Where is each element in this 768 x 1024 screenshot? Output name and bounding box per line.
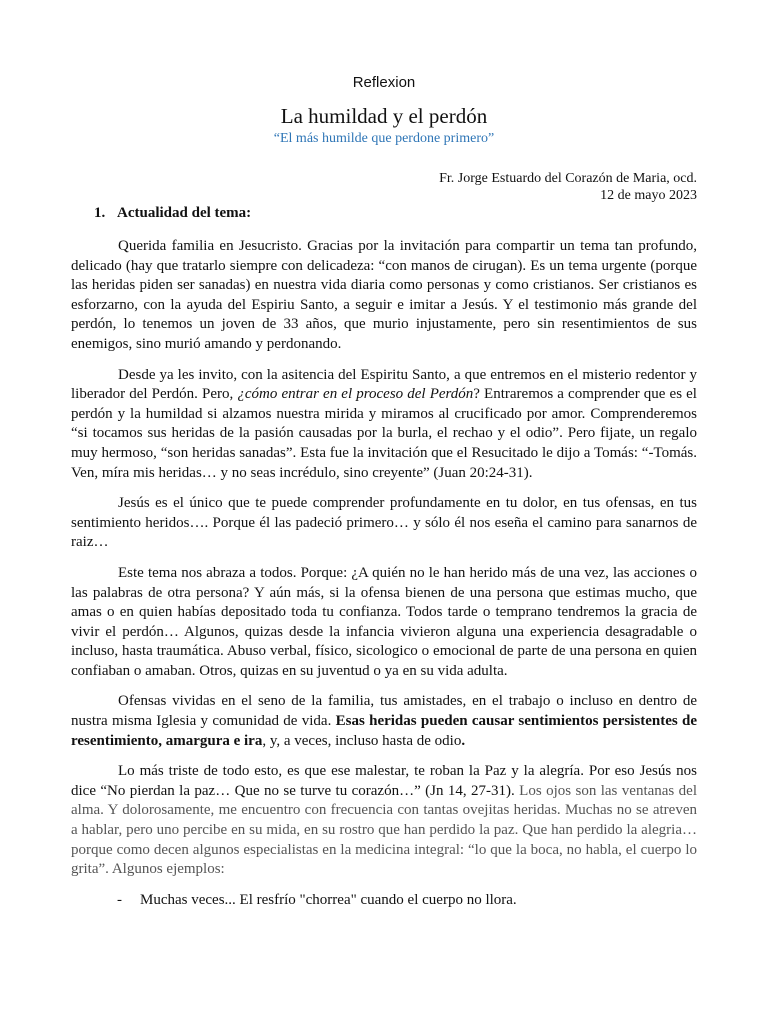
paragraph-5-dot: .: [461, 732, 466, 749]
author-block: [439, 170, 697, 204]
paragraph-5-text-a: Ofensas vividas en el seno de la familia, tus amistades, en el trabajo o incluso en dentro de nustra misma Iglesia y comunidad de vida.: [71, 693, 697, 730]
examples-list: [71, 891, 697, 911]
paragraph-2-text-b: ? Entraremos a comprender que es el perdón y la humildad si alzamos nuestra mirida y miramos al crucificado por amor. Comprenderemos “si tocamos sus heridas de la pasión causadas por la burla, el rechao y el odio”. Pero fijate, un regalo muy hermoso, “son heridas sanadas”. Esta fue la invitación que el Resucitado le dijo a Tomás: “-Tomás. Ven, míra mis heridas… y no seas incrédulo, sino creyente” (Juan 20:24-31).: [71, 386, 697, 481]
paragraph-2-italic: ¿cómo entrar en el proceso del Perdón: [237, 386, 474, 403]
body-text: [71, 237, 697, 910]
paragraph-4: Este tema nos abraza a todos. Porque: ¿A quién no le han herido más de una vez, las acciones o las palabras de otra persona? Y aún más, si la ofensa bienen de una persona que estimas mucho, que amas o en quien habías depositado toda tu confianza. Todos tarde o temprano tendremos la gracia de vivir el perdón… Algunos, quizas desde la infancia vivieron alguna una experiencia desagradable o incluso, hasta traumática. Abuso verbal, físico, sicologico o emocional de parte de una persona en quien confiaban o amaban. Otros, quizas en su juventud o ya en su vida adulta.: [71, 564, 697, 679]
paragraph-5: [71, 692, 697, 751]
paragraph-3: Jesús es el único que te puede comprender profundamente en tu dolor, en tus ofensas, en tus sentimiento heridos…. Porque él las padeció primero… y sólo él nos eseña el camino para sanarnos de raiz…: [71, 495, 697, 551]
document-title: La humildad y el perdón: [280, 104, 488, 128]
paragraph-2: [71, 366, 697, 484]
document-date: 12 de mayo 2023: [600, 188, 697, 203]
author-name: Fr. Jorge Estuardo del Corazón de Maria, ocd.: [439, 171, 697, 186]
list-item: [71, 891, 697, 911]
paragraph-2-text-a: Desde ya les invito, con la asitencia del Espiritu Santo, a que entremos en el misterio redentor y liberador del Perdón. Pero,: [71, 366, 697, 403]
heading-text: Actualidad del tema:: [117, 205, 252, 221]
paragraph-6-text-gray: Los ojos son las ventanas del alma. Y dolorosamente, me encuentro con frecuencia con tantas ovejitas heridas. Muchas no se atreven a hablar, pero uno percibe en su mida, en su rostro que han perdido la paz. Que han perdido la alegria… porque como decen algunos especialistas en la medicina integral: “lo que la boca, no habla, el cuerpo lo grita”. Algunos ejemplos:: [71, 782, 697, 878]
heading-number: 1.: [94, 205, 106, 221]
paragraph-6-text-a: Lo más triste de todo esto, es que ese malestar, te roban la Paz y la alegría. Por eso Jesús nos dice “No pierdan la paz… Que no se turve tu corazón…” (Jn 14, 27-31).: [71, 763, 697, 799]
paragraph-1: Querida familia en Jesucristo. Gracias por la invitación para compartir un tema tan profundo, delicado (hay que tratarlo siempre con delicadeza: “con manos de cirugan). Es un tema urgente (porque las heridas piden ser sanadas) en nuestra vida diaria como personas y como cristianos. Ser cristianos es esforzarno, con la ayuda del Espiriu Santo, a seguir e imitar a Jesús. Y el testimonio más grande del perdón, lo tenemos un joven de 33 años, que murio injustamente, pero sin resentimientos de sus enemigos, sino murió amando y perdonando.: [71, 238, 697, 352]
list-item-text: Muchas veces... El resfrío "chorrea" cuando el cuerpo no llora.: [140, 891, 517, 908]
paragraph-5-text-c: , y, a veces, incluso hasta de odio: [262, 732, 462, 749]
paragraph-6: [71, 762, 697, 880]
paragraph-5-bold: Esas heridas pueden causar sentimientos persistentes de resentimiento, amargura e ira: [71, 713, 697, 749]
section-label: Reflexion: [352, 74, 416, 91]
document-subtitle: “El más humilde que perdone primero”: [273, 131, 495, 146]
section-heading: [94, 205, 251, 222]
list-dash: -: [117, 891, 122, 908]
